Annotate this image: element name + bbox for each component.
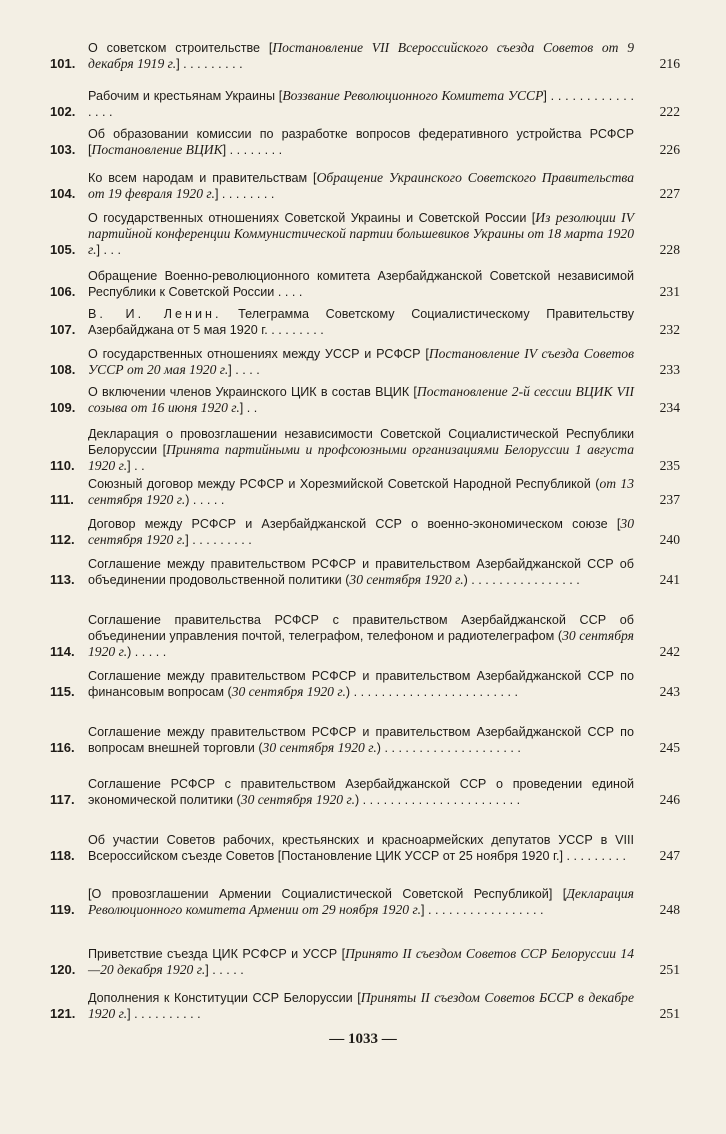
entry-leader: ] . . . .	[228, 363, 260, 378]
entry-text: Соглашение правительства РСФСР с правительством Азербайджанской ССР об объединении управления почтой, телеграфом, телефоном и радиотелеграфом (	[88, 613, 634, 644]
entry-leader: ) . . . . .	[127, 645, 167, 660]
entry-number: 115.	[50, 684, 75, 700]
entry-text: О советском строительстве [	[88, 41, 273, 55]
entry-text: Приветствие съезда ЦИК РСФСР и УССР [	[88, 947, 346, 961]
entry-text: О государственных отношениях между УССР и РСФСР [	[88, 347, 429, 361]
entry-number: 107.	[50, 322, 76, 338]
toc-entry	[50, 516, 680, 548]
entry-source: 30 сентября 1920 г.	[262, 740, 377, 756]
entry-source: 30 сентября 1920 г.	[231, 684, 346, 700]
toc-entry	[50, 668, 680, 700]
toc-entry	[50, 88, 680, 120]
entry-text: Об образовании комиссии по разработке вопросов федеративного устройства РСФСР [	[88, 127, 634, 158]
entry-source: Обращение Украинского Советского Правительства от 19 февраля 1920 г.	[88, 170, 634, 202]
entry-title	[88, 476, 634, 508]
toc-entry	[50, 268, 680, 300]
entry-page: 245	[659, 740, 680, 756]
toc-entry	[50, 210, 680, 259]
entry-source: 30 сентября 1920 г.	[349, 572, 464, 588]
entry-source: Постановление 2-й сессии ВЦИК VII созыва от 16 июня 1920 г.	[88, 384, 634, 416]
entry-leader: ] . . . . . . . . . .	[127, 1007, 201, 1022]
entry-text: Телеграмма Советскому Социалистическому Правительству Азербайджана от 5 мая 1920 г. . . . . . . . .	[88, 307, 634, 338]
entry-source: Постановление VII Всероссийского съезда Советов от 9 декабря 1919 г.	[88, 40, 634, 72]
entry-leader: ] . . .	[96, 243, 122, 258]
entry-text: Декларация о провозглашении независимости Советской Социалистической Республики Белоруссии [	[88, 427, 634, 458]
entry-page: 234	[659, 400, 680, 416]
entry-text: Рабочим и крестьянам Украины [	[88, 89, 283, 103]
entry-page: 235	[659, 458, 680, 474]
toc-entry	[50, 346, 680, 378]
entry-title	[88, 886, 634, 918]
entry-text: Союзный договор между РСФСР и Хорезмийской Советской Народной Республикой (	[88, 477, 600, 491]
entry-leader: ] . . . . .	[205, 963, 244, 978]
toc-entry	[50, 426, 680, 475]
entry-number: 116.	[50, 740, 75, 756]
entry-page: 248	[659, 902, 680, 918]
entry-title	[88, 990, 634, 1022]
entry-page: 243	[659, 684, 680, 700]
entry-text: Соглашение между правительством РСФСР и правительством Азербайджанской ССР об объединении продовольственной политики (	[88, 557, 634, 588]
entry-page: 216	[659, 56, 680, 72]
entry-leader: ] . .	[127, 459, 145, 474]
entry-number: 106.	[50, 284, 76, 300]
entry-number: 101.	[50, 56, 76, 72]
entry-page: 240	[659, 532, 680, 548]
entry-source: Принята партийными и профсоюзными организациями Белоруссии 1 августа 1920 г.	[88, 442, 634, 474]
entry-leader: ] . . . . . . . . . . . . . . . . .	[421, 903, 544, 918]
toc-entry	[50, 40, 680, 72]
toc-entry	[50, 724, 680, 756]
entry-source: от 13 сентября 1920 г.	[88, 476, 635, 508]
entry-text: Соглашение между правительством РСФСР и правительством Азербайджанской ССР по вопросам внешней торговли (	[88, 725, 634, 756]
entry-text: Соглашение между правительством РСФСР и правительством Азербайджанской ССР по финансовым вопросам (	[88, 669, 634, 700]
entry-number: 110.	[50, 458, 75, 474]
entry-leader: ] . . . . . . . . .	[185, 533, 252, 548]
entry-page: 226	[659, 142, 680, 158]
entry-source: 30 сентября 1920 г.	[240, 792, 355, 808]
entry-number: 114.	[50, 644, 75, 660]
entry-source: 30 сентября 1920 г.	[88, 628, 634, 660]
entry-page: 241	[659, 572, 680, 588]
entry-page: 228	[659, 242, 680, 258]
entry-number: 121.	[50, 1006, 76, 1022]
entry-leader: ) . . . . . . . . . . . . . . . . . . . .	[376, 741, 521, 756]
entry-title	[88, 170, 634, 202]
entry-leader: ] . . . . . . . . . . . . . . . .	[88, 89, 634, 120]
entry-title	[88, 126, 634, 158]
entry-number: 108.	[50, 362, 76, 378]
entry-source: 30 сентября 1920 г.	[88, 516, 634, 548]
entry-text: О государственных отношениях Советской Украины и Советской России [	[88, 211, 536, 225]
entry-number: 109.	[50, 400, 76, 416]
entry-number: 102.	[50, 104, 76, 120]
entry-title	[88, 40, 634, 72]
page-number: — 1033 —	[329, 1031, 397, 1047]
entry-page: 231	[659, 284, 680, 300]
entry-leader: ] . .	[239, 401, 258, 416]
toc-entry	[50, 556, 680, 588]
toc-entry	[50, 886, 680, 918]
entry-source: Из резолюции IV партийной конференции Коммунистической партии большевиков Украины от 18 марта 1920 г.	[88, 210, 635, 258]
entry-number: 104.	[50, 186, 76, 202]
toc-entry	[50, 306, 680, 338]
entry-source: Постановление IV съезда Советов УССР от 20 мая 1920 г.	[88, 346, 634, 378]
entry-number: 119.	[50, 902, 75, 918]
entry-source: Приняты II съездом Советов БССР в декабре 1920 г.	[88, 990, 634, 1022]
entry-number: 118.	[50, 848, 75, 864]
entry-leader: ) . . . . . . . . . . . . . . . . . . . . . . . .	[345, 685, 519, 700]
entry-page: 237	[659, 492, 680, 508]
entry-leader: ) . . . . .	[185, 493, 225, 508]
entry-title	[88, 268, 634, 300]
toc-entry	[50, 946, 680, 978]
entry-text: Дополнения к Конституции ССР Белоруссии [	[88, 991, 361, 1005]
entry-title	[88, 346, 634, 378]
toc-entry	[50, 832, 680, 864]
entry-page: 242	[659, 644, 680, 660]
entry-title	[88, 384, 634, 416]
entry-text: Ко всем народам и правительствам [	[88, 171, 317, 185]
entry-text: [О провозглашении Армении Социалистической Советской Республикой] [	[88, 887, 567, 901]
entry-title	[88, 88, 634, 120]
entry-text: Обращение Военно-революционного комитета Азербайджанской Советской независимой Республики к Советской России . . . .	[88, 269, 634, 300]
entry-page: 232	[659, 322, 680, 338]
entry-title	[88, 426, 634, 475]
entry-title	[88, 306, 634, 338]
entry-author: В. И. Ленин.	[88, 307, 222, 321]
entry-leader: ] . . . . . . . .	[214, 187, 275, 202]
entry-title	[88, 668, 634, 700]
toc-entry	[50, 776, 680, 808]
entry-source: Принято II съездом Советов ССР Белоруссии 14—20 декабря 1920 г.	[88, 946, 634, 978]
entry-number: 112.	[50, 532, 75, 548]
entry-title	[88, 776, 634, 808]
entry-title	[88, 612, 634, 661]
entry-page: 251	[659, 1006, 680, 1022]
entry-page: 222	[659, 104, 680, 120]
entry-title	[88, 556, 634, 588]
entry-title	[88, 832, 634, 864]
toc-entry	[50, 990, 680, 1022]
entry-leader: ] . . . . . . . . .	[176, 57, 243, 72]
entry-number: 117.	[50, 792, 75, 808]
entry-title	[88, 946, 634, 978]
entry-text: Об участии Советов рабочих, крестьянских и красноармейских депутатов УССР в VIII Всероссийском съезде Советов [Постановление ЦИК УССР от 25 ноября 1920 г.] . . . . . . . . .	[88, 833, 634, 864]
entry-page: 246	[659, 792, 680, 808]
entry-page: 233	[659, 362, 680, 378]
entry-page: 251	[659, 962, 680, 978]
entry-source: Декларация Революционного комитета Армении от 29 ноября 1920 г.	[88, 886, 634, 918]
entry-number: 113.	[50, 572, 75, 588]
entry-title	[88, 724, 634, 756]
entry-title	[88, 210, 634, 259]
entry-page: 247	[659, 848, 680, 864]
toc-entry	[50, 476, 680, 508]
entry-leader: ] . . . . . . . .	[222, 143, 283, 158]
entry-leader: ) . . . . . . . . . . . . . . . .	[463, 573, 580, 588]
entry-number: 111.	[50, 492, 74, 508]
entry-number: 120.	[50, 962, 76, 978]
toc-entry	[50, 126, 680, 158]
entry-number: 103.	[50, 142, 76, 158]
entry-text: Соглашение РСФСР с правительством Азербайджанской ССР о проведении единой экономической политики (	[88, 777, 634, 808]
entry-title	[88, 516, 634, 548]
toc-entry	[50, 170, 680, 202]
toc-entry	[50, 384, 680, 416]
entry-source: Постановление ВЦИК	[91, 142, 223, 158]
entry-page: 227	[659, 186, 680, 202]
entry-source: Воззвание Революционного Комитета УССР	[282, 88, 544, 103]
toc-entry	[50, 612, 680, 661]
entry-text: Договор между РСФСР и Азербайджанской ССР о военно-экономическом союзе [	[88, 517, 621, 531]
entry-leader: ) . . . . . . . . . . . . . . . . . . . . . . .	[354, 793, 521, 808]
entry-number: 105.	[50, 242, 76, 258]
entry-text: О включении членов Украинского ЦИК в состав ВЦИК [	[88, 385, 417, 399]
